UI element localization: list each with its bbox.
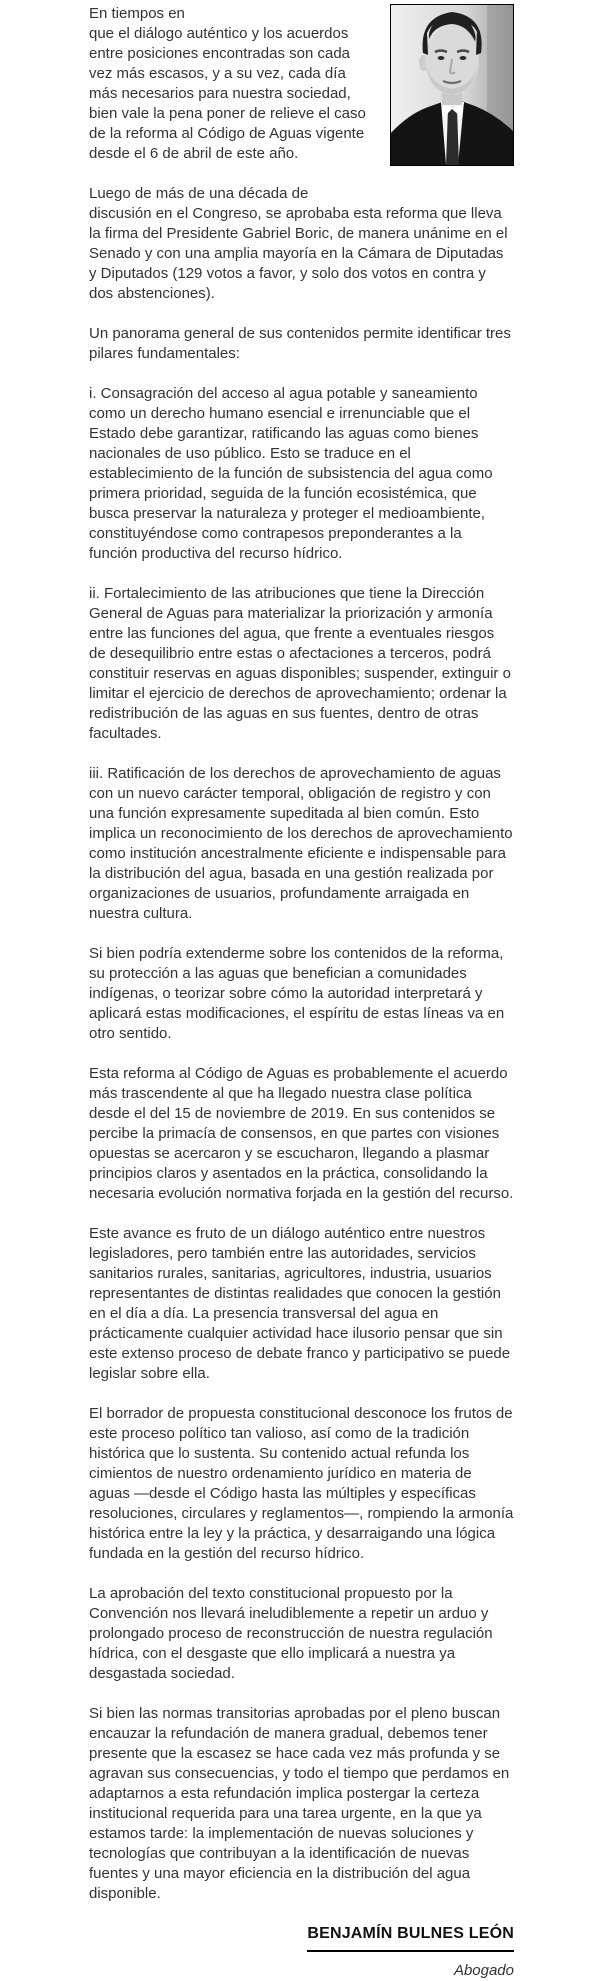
author-photo (390, 4, 514, 166)
author-role: Abogado (453, 1962, 514, 1979)
paragraph-lead-line: En tiempos en (89, 5, 185, 22)
paragraph-body-text: discusión en el Congreso, se aprobaba esta reforma que lleva la firma del Presidente Gabriel Boric, de manera unánime en el Senado y con una amplia mayoría en la Cámara de Diputadas y Diputados (129 votos a favor, y solo dos votos en contra y dos abstenciones). (89, 205, 508, 302)
paragraph-convention: La aprobación del texto constitucional propuesto por la Convención nos llevará ineludiblemente a repetir un arduo y prolongado proceso de reconstrucción de nuestra regulación hídrica, con el desgaste que ello implicará a nuestra ya desgastada sociedad. (89, 1585, 493, 1682)
paragraph-body-text: que el diálogo auténtico y los acuerdos entre posiciones encontradas son cada vez más escasos, y a su vez, cada día más necesarios para nuestra sociedad, bien vale la pena poner de relieve el caso de la reforma al Código de Aguas vigente desde el 6 de abril de este año. (89, 25, 366, 162)
paragraph-transitional-norms: Si bien las normas transitorias aprobadas por el pleno buscan encauzar la refundación de manera gradual, debemos tener presente que la escasez se hace cada vez más profunda y se agravan sus consecuencias, y todo el tiempo que perdamos en adaptarnos a esta refundación implica postergar la certeza institucional requerida para una tarea urgente, en la que ya estamos tarde: la implementación de nuevas soluciones y tecnologías que contribuyan a la identificación de nuevas fuentes y una mayor eficiencia en la distribución del agua disponible. (89, 1705, 510, 1902)
paragraph-pillar-ii: ii. Fortalecimiento de las atribuciones que tiene la Dirección General de Aguas para materializar la priorización y armonía entre las funciones del agua, que frente a eventuales riesgos de desequilibrio entre estas o afectaciones a terceros, podrá constituir reservas en aguas disponibles; suspender, extinguir o limitar el ejercicio de derechos de aprovechamiento; ordenar la redistribución de las aguas en sus fuentes, dentro de otras facultades. (89, 585, 511, 742)
paragraph-dialogue: Este avance es fruto de un diálogo auténtico entre nuestros legisladores, pero también entre las autoridades, servicios sanitarios rurales, sanitarias, agricultores, industria, usuarios representantes de distintas realidades que conocen la gestión en el día a día. La presencia transversal del agua en prácticamente cualquier actividad hace ilusorio pensar que sin este extenso proceso de debate franco y participativo se puede legislar sobre ella. (89, 1225, 511, 1382)
paragraph-lead-line: Luego de más de una década de (89, 185, 309, 202)
paragraph-congress (89, 184, 514, 304)
author-signature (89, 1924, 514, 1981)
author-name: BENJAMÍN BULNES LEÓN (307, 1924, 514, 1952)
paragraph-pillars-intro: Un panorama general de sus contenidos permite identificar tres pilares fundamentales: (89, 325, 511, 362)
paragraph-consensus: Esta reforma al Código de Aguas es probablemente el acuerdo más trascendente al que ha llegado nuestra clase política desde el del 15 de noviembre de 2019. En sus contenidos se percibe la primacía de consensos, en que partes con visiones opuestas se acercaron y se escucharon, llegando a plasmar principios claros y asentados en la práctica, consolidando la necesaria evolución normativa forjada en la gestión del recurso. (89, 1065, 514, 1202)
paragraph-scope: Si bien podría extenderme sobre los contenidos de la reforma, su protección a las aguas que benefician a comunidades indígenas, o teorizar sobre cómo la autoridad interpretará y aplicará estas modificaciones, el espíritu de estas líneas va en otro sentido. (89, 945, 505, 1042)
paragraph-pillar-i: i. Consagración del acceso al agua potable y saneamiento como un derecho humano esencial e irrenunciable que el Estado debe garantizar, ratificando las aguas como bienes nacionales de uso público. Esto se traduce en el establecimiento de la función de subsistencia del agua como primera prioridad, seguida de la función ecosistémica, que busca preservar la naturaleza y proteger el medioambiente, constituyéndose como contrapesos preponderantes a la función productiva del recurso hídrico. (89, 385, 493, 562)
paragraph-pillar-iii: iii. Ratificación de los derechos de aprovechamiento de aguas con un nuevo carácter temporal, obligación de registro y con una función expresamente supeditada al bien común. Esto implica un reconocimiento de los derechos de aprovechamiento como institución ancestralmente eficiente e indispensable para la distribución del agua, basada en una gestión realizada por organizaciones de usuarios, profundamente arraigada en nuestra cultura. (89, 765, 513, 922)
paragraph-constitutional-draft: El borrador de propuesta constitucional desconoce los frutos de este proceso político tan valioso, así como de la tradición histórica que lo sustenta. Su contenido actual refunda los cimientos de nuestro ordenamiento jurídico en materia de aguas —desde el Código hasta las múltiples y específicas resoluciones, circulares y reglamentos—, rompiendo la armonía histórica entre la ley y la práctica, y desarraigando una lógica fundada en la gestión del recurso hídrico. (89, 1405, 514, 1562)
author-portrait-illustration (391, 5, 513, 165)
